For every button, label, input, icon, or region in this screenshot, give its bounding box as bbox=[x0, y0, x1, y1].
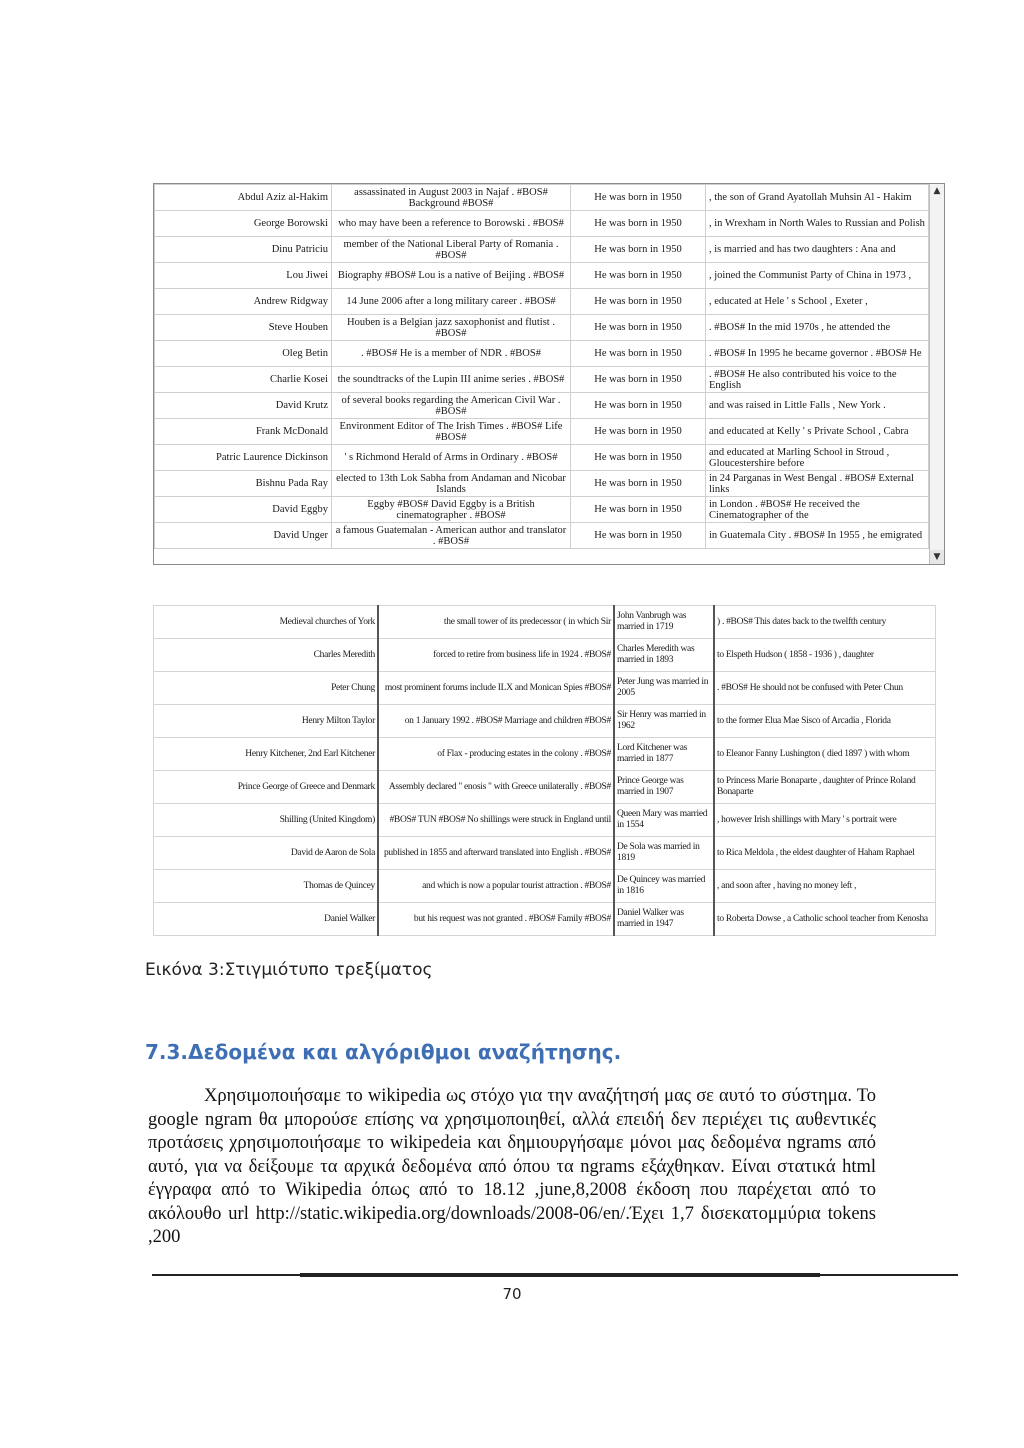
table-cell: , educated at Hele ' s School , Exeter , bbox=[706, 289, 929, 315]
table-row bbox=[155, 367, 929, 393]
table-cell: John Vanbrugh was married in 1719 bbox=[614, 606, 714, 639]
table-cell: He was born in 1950 bbox=[571, 367, 706, 393]
table-cell: to Elspeth Hudson ( 1858 - 1936 ) , daughter bbox=[714, 639, 936, 672]
table-cell: He was born in 1950 bbox=[571, 393, 706, 419]
page-number: 70 bbox=[502, 1285, 522, 1303]
table-cell: and which is now a popular tourist attraction . #BOS# bbox=[378, 870, 614, 903]
table-cell: Medieval churches of York bbox=[154, 606, 379, 639]
scroll-down-icon[interactable]: ▼ bbox=[930, 550, 944, 564]
table-cell: Frank McDonald bbox=[155, 419, 332, 445]
table-cell: a famous Guatemalan - American author and translator . #BOS# bbox=[332, 523, 571, 549]
table-cell: Thomas de Quincey bbox=[154, 870, 379, 903]
table-cell: Oleg Betin bbox=[155, 341, 332, 367]
table-cell: He was born in 1950 bbox=[571, 341, 706, 367]
table-cell: Houben is a Belgian jazz saxophonist and flutist . #BOS# bbox=[332, 315, 571, 341]
table-row bbox=[154, 639, 936, 672]
table-cell: Abdul Aziz al-Hakim bbox=[155, 185, 332, 211]
table-cell: Henry Kitchener, 2nd Earl Kitchener bbox=[154, 738, 379, 771]
table-row bbox=[155, 341, 929, 367]
table-cell: forced to retire from business life in 1924 . #BOS# bbox=[378, 639, 614, 672]
table-cell: , in Wrexham in North Wales to Russian and Polish bbox=[706, 211, 929, 237]
table-row bbox=[154, 672, 936, 705]
table-cell: He was born in 1950 bbox=[571, 289, 706, 315]
table-cell: . #BOS# He should not be confused with Peter Chun bbox=[714, 672, 936, 705]
table-cell: David de Aaron de Sola bbox=[154, 837, 379, 870]
table-cell: Steve Houben bbox=[155, 315, 332, 341]
table-cell: . #BOS# He also contributed his voice to the English bbox=[706, 367, 929, 393]
table-cell: ) . #BOS# This dates back to the twelfth century bbox=[714, 606, 936, 639]
results-table-1 bbox=[154, 184, 929, 549]
table-cell: Sir Henry was married in 1962 bbox=[614, 705, 714, 738]
table-cell: Charles Meredith was married in 1893 bbox=[614, 639, 714, 672]
table-row bbox=[155, 263, 929, 289]
table-cell: Queen Mary was married in 1554 bbox=[614, 804, 714, 837]
table-cell: Assembly declared " enosis " with Greece unilaterally . #BOS# bbox=[378, 771, 614, 804]
table-cell: of several books regarding the American Civil War . #BOS# bbox=[332, 393, 571, 419]
table-cell: Charlie Kosei bbox=[155, 367, 332, 393]
table-cell: to Princess Marie Bonaparte , daughter of Prince Roland Bonaparte bbox=[714, 771, 936, 804]
table-cell: to the former Elua Mae Sisco of Arcadia , Florida bbox=[714, 705, 936, 738]
table-row bbox=[155, 471, 929, 497]
table-row bbox=[154, 903, 936, 936]
table-cell: He was born in 1950 bbox=[571, 497, 706, 523]
table-cell: He was born in 1950 bbox=[571, 263, 706, 289]
table-cell: He was born in 1950 bbox=[571, 315, 706, 341]
table-cell: He was born in 1950 bbox=[571, 523, 706, 549]
table-cell: Henry Milton Taylor bbox=[154, 705, 379, 738]
table-cell: the soundtracks of the Lupin III anime series . #BOS# bbox=[332, 367, 571, 393]
table-cell: and educated at Marling School in Stroud , Gloucestershire before bbox=[706, 445, 929, 471]
table-row bbox=[154, 606, 936, 639]
table-cell: assassinated in August 2003 in Najaf . #BOS# Background #BOS# bbox=[332, 185, 571, 211]
table-row bbox=[154, 705, 936, 738]
table-cell: Prince George of Greece and Denmark bbox=[154, 771, 379, 804]
table-cell: David Krutz bbox=[155, 393, 332, 419]
table-cell: Prince George was married in 1907 bbox=[614, 771, 714, 804]
table-cell: Lord Kitchener was married in 1877 bbox=[614, 738, 714, 771]
table-cell: David Unger bbox=[155, 523, 332, 549]
table-cell: , is married and has two daughters : Ana and bbox=[706, 237, 929, 263]
table-cell: Patric Laurence Dickinson bbox=[155, 445, 332, 471]
table-cell: Peter Chung bbox=[154, 672, 379, 705]
table-cell: who may have been a reference to Borowski . #BOS# bbox=[332, 211, 571, 237]
table-cell: He was born in 1950 bbox=[571, 445, 706, 471]
body-paragraph: Χρησιμοποιήσαμε το wikipedia ως στόχο για την αναζήτησή μας σε αυτό το σύστημα. Το google ngram θα μπορούσε επίσης να χρησιμοποιηθεί, αλλά επειδή δεν περιέχει τις αυθεντικές προτάσεις χρησιμοποιήσαμε το wikipedeia και δημιουργήσαμε μόνοι μας δεδομένα ngrams από αυτό, για να δείξουμε τα αρχικά δεδομένα από όπου τα ngrams εξάχθηκαν. Είναι στατικά html έγγραφα από το Wikipedia όπως από το 18.12 ,june,8,2008 έκδοση που παρέχεται από το ακόλουθο url http://static.wikipedia.org/downloads/2008-06/en/.Έχει 1,7 δισεκατομμύρια tokens ,200 bbox=[148, 1086, 876, 1247]
figure-caption: Εικόνα 3:Στιγμιότυπο τρεξίματος bbox=[145, 960, 433, 980]
table-cell: De Sola was married in 1819 bbox=[614, 837, 714, 870]
table-row bbox=[155, 393, 929, 419]
table-cell: to Rica Meldola , the eldest daughter of Haham Raphael bbox=[714, 837, 936, 870]
table-cell: , the son of Grand Ayatollah Muhsin Al - Hakim bbox=[706, 185, 929, 211]
table-row bbox=[155, 419, 929, 445]
table-row bbox=[155, 211, 929, 237]
table-cell: George Borowski bbox=[155, 211, 332, 237]
table-row bbox=[154, 837, 936, 870]
table-row bbox=[155, 315, 929, 341]
table-cell: Shilling (United Kingdom) bbox=[154, 804, 379, 837]
table-row bbox=[154, 738, 936, 771]
table-cell: on 1 January 1992 . #BOS# Marriage and children #BOS# bbox=[378, 705, 614, 738]
table-cell: He was born in 1950 bbox=[571, 185, 706, 211]
table-cell: Biography #BOS# Lou is a native of Beijing . #BOS# bbox=[332, 263, 571, 289]
table-cell: , joined the Communist Party of China in 1973 , bbox=[706, 263, 929, 289]
footer-rule-accent bbox=[300, 1273, 820, 1277]
table-cell: to Eleanor Fanny Lushington ( died 1897 ) with whom bbox=[714, 738, 936, 771]
table-cell: most prominent forums include ILX and Monican Spies #BOS# bbox=[378, 672, 614, 705]
table-cell: Dinu Patriciu bbox=[155, 237, 332, 263]
table-cell: published in 1855 and afterward translated into English . #BOS# bbox=[378, 837, 614, 870]
table-cell: Environment Editor of The Irish Times . #BOS# Life #BOS# bbox=[332, 419, 571, 445]
table-cell: . #BOS# He is a member of NDR . #BOS# bbox=[332, 341, 571, 367]
table-cell: . #BOS# In 1995 he became governor . #BOS# He bbox=[706, 341, 929, 367]
table-row bbox=[155, 523, 929, 549]
table-cell: but his request was not granted . #BOS# Family #BOS# bbox=[378, 903, 614, 936]
table-row bbox=[155, 289, 929, 315]
table-cell: in 24 Parganas in West Bengal . #BOS# External links bbox=[706, 471, 929, 497]
table-row bbox=[154, 870, 936, 903]
table-row bbox=[155, 237, 929, 263]
table-row bbox=[154, 804, 936, 837]
table-cell: . #BOS# In the mid 1970s , he attended the bbox=[706, 315, 929, 341]
table-cell: Daniel Walker was married in 1947 bbox=[614, 903, 714, 936]
table-cell: He was born in 1950 bbox=[571, 211, 706, 237]
table-cell: , and soon after , having no money left , bbox=[714, 870, 936, 903]
table-cell: member of the National Liberal Party of Romania . #BOS# bbox=[332, 237, 571, 263]
table-cell: De Quincey was married in 1816 bbox=[614, 870, 714, 903]
table-cell: Daniel Walker bbox=[154, 903, 379, 936]
table-cell: and educated at Kelly ' s Private School , Cabra bbox=[706, 419, 929, 445]
table-cell: Lou Jiwei bbox=[155, 263, 332, 289]
table-cell: in London . #BOS# He received the Cinematographer of the bbox=[706, 497, 929, 523]
table-cell: in Guatemala City . #BOS# In 1955 , he emigrated bbox=[706, 523, 929, 549]
table-cell: He was born in 1950 bbox=[571, 419, 706, 445]
table-row bbox=[155, 185, 929, 211]
section-heading: 7.3.Δεδομένα και αλγόριθμοι αναζήτησης. bbox=[145, 1040, 622, 1064]
table-cell: #BOS# TUN #BOS# No shillings were struck in England until bbox=[378, 804, 614, 837]
table-cell: David Eggby bbox=[155, 497, 332, 523]
table-cell: Bishnu Pada Ray bbox=[155, 471, 332, 497]
table-row bbox=[155, 445, 929, 471]
table-cell: 14 June 2006 after a long military career . #BOS# bbox=[332, 289, 571, 315]
table-cell: Charles Meredith bbox=[154, 639, 379, 672]
table-cell: , however Irish shillings with Mary ' s portrait were bbox=[714, 804, 936, 837]
table-cell: ' s Richmond Herald of Arms in Ordinary . #BOS# bbox=[332, 445, 571, 471]
table-cell: Eggby #BOS# David Eggby is a British cinematographer . #BOS# bbox=[332, 497, 571, 523]
table-cell: of Flax - producing estates in the colony . #BOS# bbox=[378, 738, 614, 771]
table-cell: Peter Jung was married in 2005 bbox=[614, 672, 714, 705]
table-cell: He was born in 1950 bbox=[571, 237, 706, 263]
table-cell: Andrew Ridgway bbox=[155, 289, 332, 315]
results-screenshot-2 bbox=[153, 605, 936, 955]
results-screenshot-1 bbox=[153, 183, 945, 565]
table-cell: to Roberta Dowse , a Catholic school teacher from Kenosha bbox=[714, 903, 936, 936]
vertical-scrollbar[interactable] bbox=[929, 184, 944, 564]
table-cell: elected to 13th Lok Sabha from Andaman and Nicobar Islands bbox=[332, 471, 571, 497]
table-cell: and was raised in Little Falls , New York . bbox=[706, 393, 929, 419]
table-row bbox=[154, 771, 936, 804]
scroll-up-icon[interactable]: ▲ bbox=[933, 186, 941, 196]
table-row bbox=[155, 497, 929, 523]
table-cell: He was born in 1950 bbox=[571, 471, 706, 497]
results-table-2 bbox=[153, 605, 936, 936]
table-cell: the small tower of its predecessor ( in which Sir bbox=[378, 606, 614, 639]
